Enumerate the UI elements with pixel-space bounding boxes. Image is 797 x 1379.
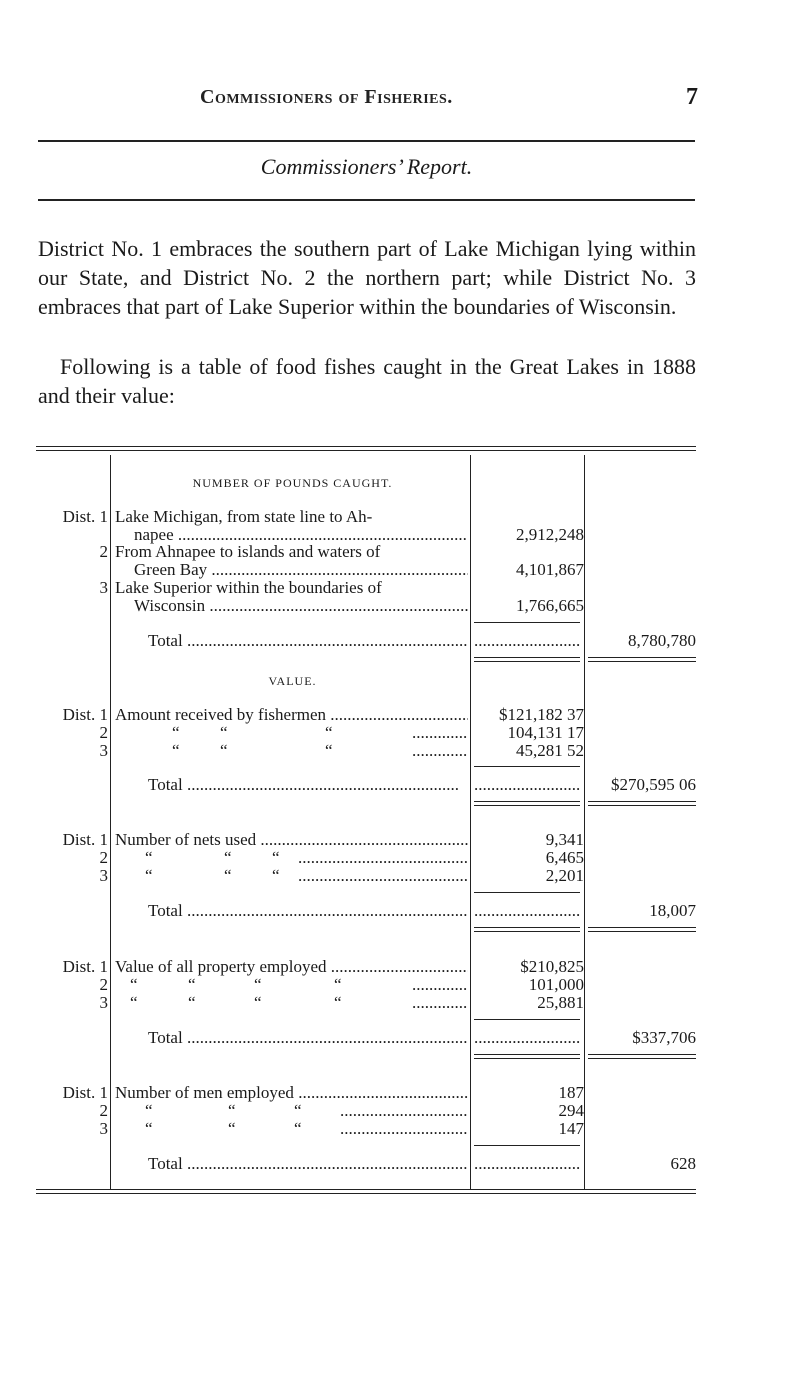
row-label: napee ..... bbox=[134, 526, 468, 544]
paragraph-intro: Following is a table of food fishes caught in the Great Lakes in 1888 and their value: bbox=[38, 354, 696, 408]
table-column-divider bbox=[110, 455, 111, 1189]
page-number: 7 bbox=[686, 84, 698, 110]
row-value: 6,465 bbox=[545, 848, 584, 867]
value-heading: VALUE. bbox=[268, 674, 317, 688]
ditto-mark: “ bbox=[145, 848, 153, 867]
dot-leader bbox=[474, 1155, 580, 1173]
total-rule bbox=[588, 657, 696, 662]
dot-leader bbox=[412, 724, 468, 742]
total-rule bbox=[474, 927, 580, 932]
row-label: Value of all property employed ..... bbox=[115, 958, 468, 976]
row-value: 9,341 bbox=[545, 830, 584, 849]
ditto-mark: “ bbox=[145, 866, 153, 885]
row-label: Number of men employed ..... bbox=[115, 1084, 468, 1102]
total-rule bbox=[588, 927, 696, 932]
total-label: Total ..... bbox=[148, 902, 468, 920]
subtotal-rule bbox=[474, 622, 580, 623]
subtotal-rule bbox=[474, 1145, 580, 1146]
dist-label: Dist. 1 bbox=[62, 957, 108, 976]
ditto-mark: “ bbox=[228, 1101, 236, 1120]
dot-leader bbox=[412, 742, 468, 760]
ditto-mark: “ bbox=[272, 848, 280, 867]
ditto-mark: “ bbox=[228, 1119, 236, 1138]
row-label: Lake Superior within the boundaries of bbox=[115, 579, 382, 597]
table-column-divider bbox=[584, 455, 585, 1189]
dot-leader bbox=[412, 994, 468, 1012]
row-value: 104,131 17 bbox=[507, 723, 584, 742]
row-value: $121,182 37 bbox=[499, 705, 584, 724]
dot-leader bbox=[474, 1029, 580, 1047]
ditto-mark: “ bbox=[130, 975, 138, 994]
dist-label: 3 bbox=[99, 866, 108, 885]
ditto-mark: “ bbox=[325, 741, 333, 760]
ditto-mark: “ bbox=[220, 723, 228, 742]
total-value: $337,706 bbox=[632, 1028, 696, 1047]
ditto-mark: “ bbox=[145, 1119, 153, 1138]
dot-leader bbox=[340, 1120, 468, 1138]
total-rule bbox=[588, 1054, 696, 1059]
row-value: 101,000 bbox=[528, 975, 584, 994]
dist-label: Dist. 1 bbox=[62, 507, 108, 526]
dot-leader bbox=[298, 867, 468, 885]
dist-label: 2 bbox=[99, 975, 108, 994]
subtotal-rule bbox=[474, 766, 580, 767]
total-value: 18,007 bbox=[649, 901, 696, 920]
paragraph-districts: District No. 1 embraces the southern part of Lake Michigan lying within our State, and District No. 2 the northern part; while District No. 3 embraces that part of Lake Superior within the boundaries of Wisconsin. bbox=[38, 236, 696, 319]
row-value: 147 bbox=[558, 1119, 584, 1138]
total-value: 628 bbox=[670, 1154, 696, 1173]
dot-leader bbox=[474, 776, 580, 794]
ditto-mark: “ bbox=[334, 975, 342, 994]
dot-leader bbox=[298, 849, 468, 867]
ditto-mark: “ bbox=[145, 1101, 153, 1120]
ditto-mark: “ bbox=[188, 975, 196, 994]
total-rule bbox=[588, 801, 696, 806]
row-value: 25,881 bbox=[537, 993, 584, 1012]
ditto-mark: “ bbox=[188, 993, 196, 1012]
ditto-mark: “ bbox=[325, 723, 333, 742]
dist-label: 2 bbox=[99, 1101, 108, 1120]
total-value: $270,595 06 bbox=[611, 775, 696, 794]
dist-label: 3 bbox=[99, 993, 108, 1012]
ditto-mark: “ bbox=[254, 975, 262, 994]
dot-leader bbox=[474, 902, 580, 920]
ditto-mark: “ bbox=[254, 993, 262, 1012]
row-value: 2,912,248 bbox=[516, 525, 584, 544]
total-label: Total ..... bbox=[148, 776, 460, 794]
row-label: Lake Michigan, from state line to Ah- bbox=[115, 508, 373, 526]
subtotal-rule bbox=[474, 1019, 580, 1020]
row-value: 1,766,665 bbox=[516, 596, 584, 615]
row-value: 187 bbox=[558, 1083, 584, 1102]
row-label: Number of nets used ..... bbox=[115, 831, 468, 849]
dot-leader bbox=[412, 976, 468, 994]
row-label: From Ahnapee to islands and waters of bbox=[115, 543, 381, 561]
ditto-mark: “ bbox=[130, 993, 138, 1012]
subtitle-rule bbox=[38, 199, 695, 201]
total-label: Total ..... bbox=[148, 632, 468, 650]
section-subtitle: Commissioners’ Report. bbox=[260, 154, 473, 179]
total-label: Total ..... bbox=[148, 1029, 468, 1047]
row-label: Amount received by fishermen ..... bbox=[115, 706, 468, 724]
row-value: 45,281 52 bbox=[516, 741, 584, 760]
ditto-mark: “ bbox=[334, 993, 342, 1012]
dist-label: Dist. 1 bbox=[62, 1083, 108, 1102]
dist-label: 2 bbox=[99, 848, 108, 867]
total-rule bbox=[474, 657, 580, 662]
top-rule bbox=[38, 140, 695, 142]
ditto-mark: “ bbox=[294, 1101, 302, 1120]
dist-label: Dist. 1 bbox=[62, 705, 108, 724]
total-value: 8,780,780 bbox=[628, 631, 696, 650]
total-label: Total ..... bbox=[148, 1155, 468, 1173]
ditto-mark: “ bbox=[224, 866, 232, 885]
ditto-mark: “ bbox=[220, 741, 228, 760]
dot-leader bbox=[474, 632, 580, 650]
dist-label: 2 bbox=[99, 723, 108, 742]
row-value: 4,101,867 bbox=[516, 560, 584, 579]
ditto-mark: “ bbox=[172, 723, 180, 742]
row-value: $210,825 bbox=[520, 957, 584, 976]
dist-label: 2 bbox=[99, 542, 108, 561]
running-title: Commissioners of Fisheries. bbox=[200, 86, 453, 108]
row-value: 294 bbox=[558, 1101, 584, 1120]
dot-leader bbox=[340, 1102, 468, 1120]
subtotal-rule bbox=[474, 892, 580, 893]
pounds-heading: NUMBER OF POUNDS CAUGHT. bbox=[192, 476, 393, 490]
ditto-mark: “ bbox=[272, 866, 280, 885]
dist-label: Dist. 1 bbox=[62, 830, 108, 849]
row-label: Wisconsin ..... bbox=[134, 597, 468, 615]
dist-label: 3 bbox=[99, 578, 108, 597]
ditto-mark: “ bbox=[294, 1119, 302, 1138]
total-rule bbox=[474, 1054, 580, 1059]
dist-label: 3 bbox=[99, 741, 108, 760]
row-value: 2,201 bbox=[545, 866, 584, 885]
ditto-mark: “ bbox=[224, 848, 232, 867]
table-column-divider bbox=[470, 455, 471, 1189]
table-bottom-rule bbox=[36, 1189, 696, 1194]
ditto-mark: “ bbox=[172, 741, 180, 760]
total-rule bbox=[474, 801, 580, 806]
row-label: Green Bay ..... bbox=[134, 561, 468, 579]
table-top-rule bbox=[36, 446, 696, 451]
dist-label: 3 bbox=[99, 1119, 108, 1138]
